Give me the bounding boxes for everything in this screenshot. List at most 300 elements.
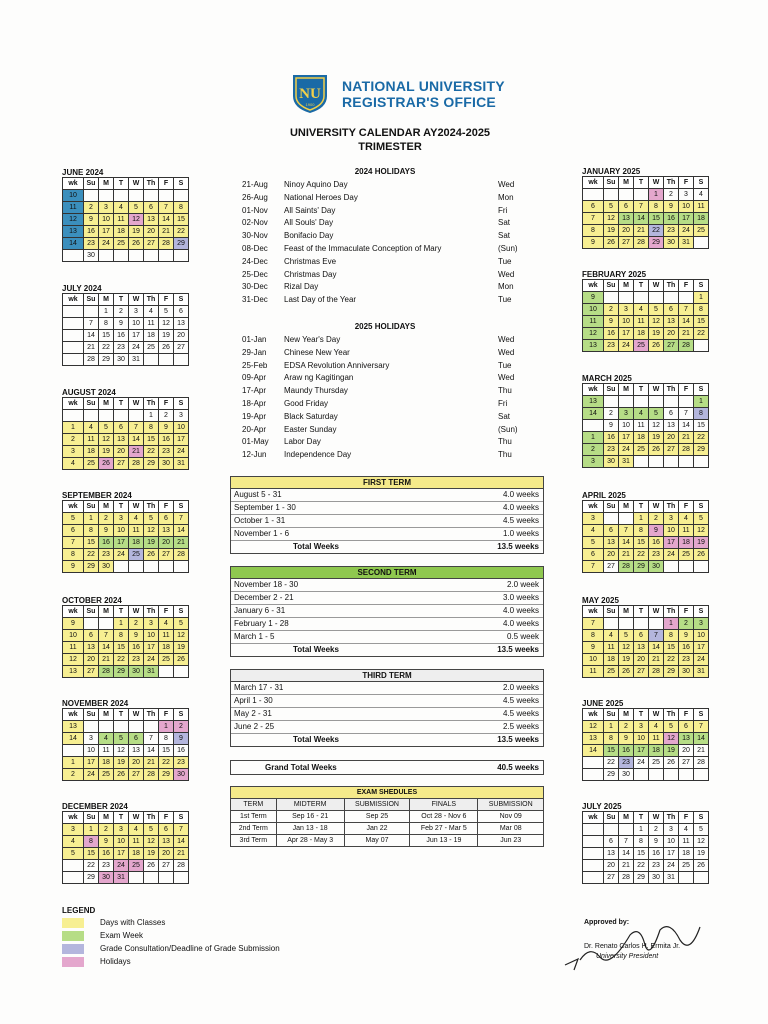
day-cell	[619, 824, 634, 836]
week-row	[63, 666, 189, 678]
day-cell: 6	[664, 304, 679, 316]
day-cell: 15	[634, 848, 649, 860]
day-cell: 9	[664, 201, 679, 213]
day-cell	[694, 340, 709, 352]
week-row	[583, 757, 709, 769]
day-cell: 6	[604, 525, 619, 537]
week-number	[583, 872, 604, 884]
exam-title: EXAM SHEDULES	[231, 787, 544, 799]
weekday-header: F	[159, 501, 174, 513]
holiday-date: 01-Nov	[242, 205, 268, 215]
week-row	[63, 872, 189, 884]
legend-swatch-exam	[62, 931, 84, 941]
day-cell: 3	[144, 618, 159, 630]
day-cell: 3	[619, 408, 634, 420]
weekday-header: W	[649, 709, 664, 721]
day-cell: 25	[114, 238, 129, 250]
day-cell	[174, 190, 189, 202]
day-cell: 25	[129, 549, 144, 561]
holiday-date: 19-Apr	[242, 411, 267, 421]
weekday-header: Su	[604, 501, 619, 513]
week-row	[583, 537, 709, 549]
holiday-name: Maundy Thursday	[284, 386, 348, 396]
day-cell: 9	[649, 525, 664, 537]
day-cell: 5	[649, 304, 664, 316]
week-number: 10	[63, 630, 84, 642]
holiday-day: Wed	[498, 335, 515, 344]
weekday-header: T	[634, 501, 649, 513]
weekday-header: F	[159, 294, 174, 306]
day-cell: 9	[174, 733, 189, 745]
month-grid	[62, 708, 189, 781]
holiday-day: Wed	[498, 180, 515, 189]
weekday-header: Th	[144, 709, 159, 721]
day-cell: 12	[694, 836, 709, 848]
term-dates: May 2 - 31	[234, 709, 272, 718]
weekday-header: Th	[664, 709, 679, 721]
week-row	[63, 202, 189, 214]
week-row	[63, 824, 189, 836]
exam-cell: Jun 23	[478, 835, 544, 847]
day-cell: 26	[144, 549, 159, 561]
day-cell: 13	[604, 848, 619, 860]
week-row	[583, 316, 709, 328]
day-cell: 13	[159, 836, 174, 848]
day-cell: 1	[84, 513, 99, 525]
weekday-header: M	[99, 606, 114, 618]
day-cell: 31	[129, 354, 144, 366]
day-cell: 22	[84, 860, 99, 872]
week-row	[583, 225, 709, 237]
holiday-name: Easter Sunday	[284, 424, 337, 434]
term-weeks: 3.0 weeks	[502, 593, 539, 602]
weekday-header: S	[694, 177, 709, 189]
legend-label-holidays: Holidays	[100, 957, 131, 966]
week-number: 13	[583, 396, 604, 408]
exam-header: TERM	[231, 799, 277, 811]
day-cell: 24	[619, 340, 634, 352]
weekday-header: W	[129, 294, 144, 306]
day-cell: 28	[144, 769, 159, 781]
day-cell: 26	[114, 769, 129, 781]
day-cell: 30	[114, 354, 129, 366]
week-number	[583, 860, 604, 872]
day-cell	[694, 769, 709, 781]
day-cell: 20	[604, 549, 619, 561]
day-cell: 1	[649, 189, 664, 201]
day-cell: 30	[174, 769, 189, 781]
day-cell: 29	[634, 561, 649, 573]
day-cell: 1	[84, 824, 99, 836]
exam-header: FINALS	[410, 799, 478, 811]
weekday-header: wk	[63, 606, 84, 618]
weekday-header: T	[634, 384, 649, 396]
weekday-header: S	[174, 178, 189, 190]
page-title	[230, 126, 550, 154]
day-cell: 9	[604, 420, 619, 432]
day-cell: 23	[159, 446, 174, 458]
month-grid	[62, 605, 189, 678]
exam-cell: Feb 27 - Mar 5	[410, 823, 478, 835]
month-grid	[62, 293, 189, 366]
day-cell	[159, 250, 174, 262]
weekday-header: Su	[604, 177, 619, 189]
day-cell	[99, 721, 114, 733]
week-row	[63, 642, 189, 654]
weekday-header: F	[159, 709, 174, 721]
legend-swatch-grade	[62, 944, 84, 954]
day-cell	[144, 190, 159, 202]
week-row	[63, 422, 189, 434]
day-cell: 2	[619, 721, 634, 733]
day-cell	[159, 354, 174, 366]
exam-schedule	[230, 786, 544, 847]
legend-swatch-classes	[62, 918, 84, 928]
day-cell: 21	[129, 446, 144, 458]
day-cell: 27	[114, 458, 129, 470]
day-cell: 14	[174, 836, 189, 848]
week-row	[583, 836, 709, 848]
day-cell: 30	[129, 666, 144, 678]
term-box	[230, 476, 544, 554]
holiday-date: 17-Apr	[242, 386, 267, 396]
day-cell: 4	[679, 513, 694, 525]
day-cell: 9	[99, 836, 114, 848]
weekday-header: S	[694, 384, 709, 396]
holidays-2024-title: 2024 HOLIDAYS	[354, 167, 416, 176]
week-row	[583, 824, 709, 836]
day-cell: 11	[84, 434, 99, 446]
day-cell: 4	[144, 306, 159, 318]
term-total-label: Total Weeks	[293, 542, 339, 551]
day-cell: 23	[679, 654, 694, 666]
calendar-subtitle: TRIMESTER	[358, 141, 422, 153]
week-number: 7	[583, 561, 604, 573]
day-cell: 7	[679, 304, 694, 316]
day-cell: 18	[679, 848, 694, 860]
day-cell: 5	[694, 824, 709, 836]
day-cell	[84, 618, 99, 630]
day-cell	[129, 190, 144, 202]
day-cell: 23	[129, 654, 144, 666]
weekday-header: S	[694, 280, 709, 292]
week-number: 2	[583, 444, 604, 456]
week-row	[583, 872, 709, 884]
day-cell: 24	[664, 549, 679, 561]
day-cell: 3	[84, 733, 99, 745]
week-number: 9	[583, 292, 604, 304]
week-number: 6	[583, 201, 604, 213]
week-number: 9	[583, 237, 604, 249]
day-cell: 18	[129, 537, 144, 549]
day-cell: 22	[99, 342, 114, 354]
day-cell: 21	[159, 226, 174, 238]
day-cell	[84, 410, 99, 422]
day-cell: 24	[634, 757, 649, 769]
day-cell: 20	[114, 446, 129, 458]
month-grid	[582, 500, 709, 573]
day-cell	[174, 354, 189, 366]
holidays-2025-title: 2025 HOLIDAYS	[354, 322, 416, 331]
weekday-header: T	[114, 178, 129, 190]
weekday-header: T	[634, 812, 649, 824]
month-grid	[62, 397, 189, 470]
week-number	[583, 848, 604, 860]
weekday-header: wk	[583, 812, 604, 824]
week-row	[583, 340, 709, 352]
term-dates: October 1 - 31	[234, 516, 286, 525]
day-cell	[649, 292, 664, 304]
weekday-header: Su	[604, 606, 619, 618]
day-cell: 9	[114, 318, 129, 330]
day-cell: 9	[99, 525, 114, 537]
day-cell: 7	[159, 202, 174, 214]
week-row	[583, 848, 709, 860]
day-cell: 16	[664, 213, 679, 225]
day-cell: 20	[129, 757, 144, 769]
week-number: 13	[63, 226, 84, 238]
weekday-header: W	[649, 177, 664, 189]
day-cell	[679, 872, 694, 884]
day-cell: 28	[634, 237, 649, 249]
day-cell: 10	[664, 836, 679, 848]
weekday-header: Su	[84, 398, 99, 410]
day-cell: 16	[99, 848, 114, 860]
week-number: 1	[63, 757, 84, 769]
weekday-header: M	[99, 294, 114, 306]
day-cell: 6	[619, 201, 634, 213]
day-cell: 14	[174, 525, 189, 537]
day-cell: 14	[99, 642, 114, 654]
day-cell: 20	[664, 328, 679, 340]
holiday-name: All Souls' Day	[284, 218, 334, 228]
day-cell: 29	[694, 444, 709, 456]
day-cell	[649, 396, 664, 408]
day-cell: 17	[634, 745, 649, 757]
day-cell: 18	[129, 848, 144, 860]
week-row	[63, 630, 189, 642]
day-cell: 10	[619, 316, 634, 328]
day-cell: 30	[649, 561, 664, 573]
week-row	[583, 549, 709, 561]
week-row	[63, 769, 189, 781]
day-cell: 6	[159, 513, 174, 525]
day-cell	[159, 190, 174, 202]
day-cell: 1	[634, 513, 649, 525]
day-cell: 21	[679, 432, 694, 444]
day-cell: 14	[159, 214, 174, 226]
day-cell: 1	[604, 721, 619, 733]
day-cell	[604, 513, 619, 525]
day-cell: 26	[664, 757, 679, 769]
weekday-header: wk	[63, 178, 84, 190]
day-cell: 19	[694, 537, 709, 549]
day-cell	[159, 872, 174, 884]
term-weeks: 1.0 weeks	[502, 529, 539, 538]
week-row	[63, 745, 189, 757]
day-cell: 20	[619, 225, 634, 237]
week-number: 11	[583, 666, 604, 678]
holiday-date: 29-Jan	[242, 347, 267, 357]
holiday-name: Labor Day	[284, 437, 321, 447]
term-row	[231, 489, 543, 502]
day-cell: 23	[664, 225, 679, 237]
day-cell: 14	[144, 745, 159, 757]
holiday-day: Tue	[498, 360, 512, 370]
day-cell	[129, 872, 144, 884]
term-total-value: 13.5 weeks	[497, 542, 539, 551]
day-cell: 16	[114, 330, 129, 342]
weekday-header: Th	[144, 812, 159, 824]
week-row	[583, 860, 709, 872]
exam-cell: Jan 13 - 18	[276, 823, 344, 835]
day-cell: 11	[649, 733, 664, 745]
day-cell: 27	[159, 860, 174, 872]
week-row	[583, 654, 709, 666]
day-cell: 19	[694, 848, 709, 860]
week-row	[63, 525, 189, 537]
week-row	[583, 213, 709, 225]
day-cell: 1	[694, 396, 709, 408]
day-cell: 19	[649, 432, 664, 444]
day-cell: 6	[114, 422, 129, 434]
day-cell: 13	[129, 745, 144, 757]
week-number	[583, 420, 604, 432]
day-cell: 8	[634, 525, 649, 537]
week-number: 14	[63, 733, 84, 745]
weekday-header: Su	[84, 606, 99, 618]
month-title: DECEMBER 2024	[62, 802, 128, 811]
day-cell: 17	[679, 213, 694, 225]
day-cell: 26	[99, 458, 114, 470]
day-cell: 16	[649, 537, 664, 549]
day-cell: 3	[694, 618, 709, 630]
day-cell: 21	[144, 757, 159, 769]
exam-cell: 3rd Term	[231, 835, 277, 847]
holiday-day: Tue	[498, 295, 512, 305]
term-row	[231, 579, 543, 592]
weekday-header: Th	[144, 294, 159, 306]
legend-label-exam: Exam Week	[100, 931, 143, 940]
day-cell	[159, 666, 174, 678]
day-cell	[604, 396, 619, 408]
day-cell: 7	[619, 525, 634, 537]
day-cell	[144, 872, 159, 884]
day-cell: 7	[619, 836, 634, 848]
day-cell: 16	[649, 848, 664, 860]
day-cell	[664, 292, 679, 304]
day-cell: 12	[129, 214, 144, 226]
day-cell: 1	[634, 824, 649, 836]
day-cell: 16	[604, 328, 619, 340]
weekday-header: M	[619, 177, 634, 189]
day-cell: 4	[129, 513, 144, 525]
holiday-day: Sat	[498, 411, 511, 421]
holiday-name: Feast of the Immaculate Conception of Mary	[284, 244, 442, 253]
week-number: 14	[583, 408, 604, 420]
term-row	[231, 515, 543, 528]
day-cell: 29	[159, 769, 174, 781]
weekday-header: Th	[144, 398, 159, 410]
holiday-date: 18-Apr	[242, 399, 267, 408]
day-cell: 29	[664, 666, 679, 678]
day-cell	[604, 292, 619, 304]
day-cell: 22	[174, 226, 189, 238]
weekday-header: Su	[84, 501, 99, 513]
weekday-header: wk	[583, 501, 604, 513]
holiday-date: 25-Feb	[242, 360, 268, 370]
month-title: APRIL 2025	[582, 491, 626, 500]
exam-row	[231, 811, 544, 823]
day-cell: 5	[114, 733, 129, 745]
day-cell: 21	[84, 342, 99, 354]
day-cell: 10	[114, 525, 129, 537]
day-cell: 10	[129, 318, 144, 330]
exam-cell: 2nd Term	[231, 823, 277, 835]
day-cell: 30	[99, 872, 114, 884]
day-cell: 19	[604, 225, 619, 237]
month-december-2024	[62, 802, 189, 884]
day-cell: 6	[129, 733, 144, 745]
exam-header: SUBMISSION	[344, 799, 410, 811]
day-cell: 8	[664, 630, 679, 642]
exam-cell: Nov 09	[478, 811, 544, 823]
month-title: OCTOBER 2024	[62, 596, 122, 605]
day-cell: 6	[604, 836, 619, 848]
day-cell: 4	[129, 824, 144, 836]
day-cell: 12	[144, 525, 159, 537]
holiday-day: Sat	[498, 218, 511, 228]
day-cell: 29	[144, 458, 159, 470]
week-row	[63, 836, 189, 848]
week-number: 11	[583, 316, 604, 328]
day-cell: 13	[634, 642, 649, 654]
signatory-name: Dr. Renato Carlos H. Ermita Jr.	[584, 943, 681, 950]
weekday-header: wk	[583, 709, 604, 721]
day-cell	[159, 561, 174, 573]
holiday-name: Christmas Eve	[284, 256, 337, 266]
weekday-header: wk	[583, 384, 604, 396]
week-row	[63, 561, 189, 573]
day-cell	[664, 769, 679, 781]
grand-total-box	[230, 760, 544, 775]
day-cell: 31	[174, 458, 189, 470]
day-cell: 17	[174, 434, 189, 446]
holiday-name: Bonifacio Day	[284, 231, 334, 241]
calendar-title: UNIVERSITY CALENDAR AY2024-2025	[289, 127, 491, 139]
day-cell: 12	[649, 420, 664, 432]
exam-cell: Jan 22	[344, 823, 410, 835]
day-cell: 19	[144, 537, 159, 549]
day-cell: 24	[114, 860, 129, 872]
day-cell	[84, 190, 99, 202]
week-row	[63, 318, 189, 330]
weekday-header: F	[159, 178, 174, 190]
day-cell: 2	[114, 306, 129, 318]
day-cell: 14	[129, 434, 144, 446]
week-row	[583, 396, 709, 408]
week-number	[63, 342, 84, 354]
weekday-header: Su	[604, 280, 619, 292]
month-title: JULY 2025	[582, 802, 622, 811]
weekday-header: wk	[583, 606, 604, 618]
term-weeks: 4.0 weeks	[502, 606, 539, 615]
day-cell	[114, 561, 129, 573]
day-cell: 20	[159, 848, 174, 860]
week-number	[63, 318, 84, 330]
day-cell: 2	[99, 824, 114, 836]
day-cell: 13	[159, 525, 174, 537]
